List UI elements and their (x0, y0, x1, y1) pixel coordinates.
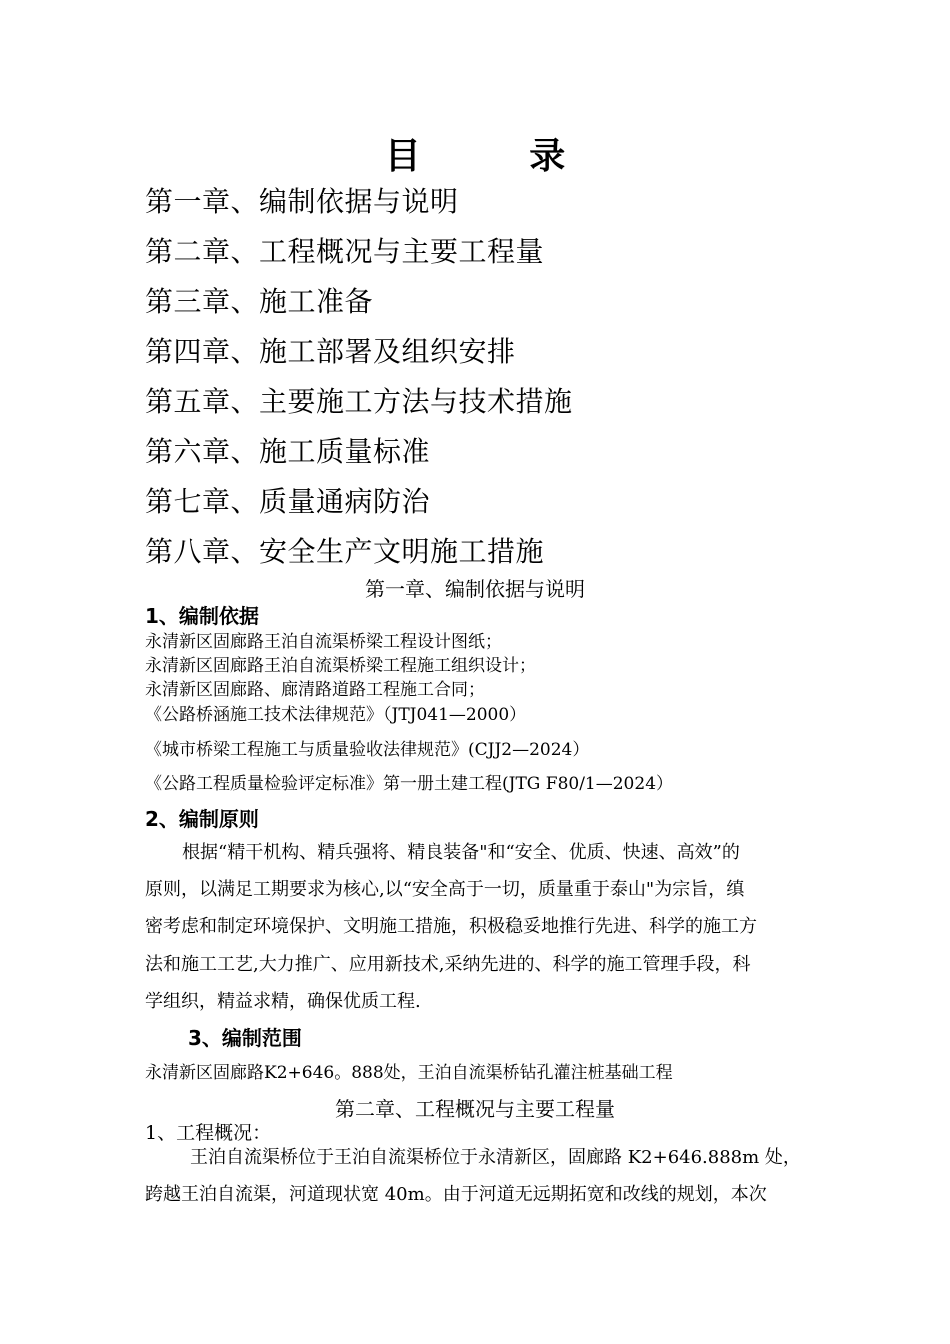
principle-line: 根据“精干机构、精兵强将、精良装备"和“安全、优质、快速、高效”的 (182, 842, 740, 863)
overview-line: 王泊自流渠桥位于王泊自流渠桥位于永清新区，固廊路 K2+646.888m 处， (190, 1147, 801, 1168)
section-3-heading: 3、编制范围 (188, 1026, 302, 1050)
section-2-heading: 2、编制原则 (145, 807, 259, 831)
section-1-heading: 1、编制依据 (145, 604, 259, 628)
principle-line: 原则，以满足工期要求为核心,以“安全高于一切，质量重于泰山"为宗旨，缜 (145, 879, 745, 900)
toc-item-7: 第七章、质量通病防治 (145, 485, 431, 518)
basis-line: 《公路工程质量检验评定标准》第一册土建工程(JTG F80/1—2024） (145, 774, 674, 794)
basis-line: 《公路桥涵施工技术法律规范》（JTJ041—2000） (145, 705, 527, 725)
principle-line: 法和施工工艺,大力推广、应用新技术,采纳先进的、科学的施工管理手段，科 (145, 954, 751, 975)
toc-item-5: 第五章、主要施工方法与技术措施 (145, 385, 573, 418)
toc-item-6: 第六章、施工质量标准 (145, 435, 431, 468)
principle-line: 学组织，精益求精，确保优质工程. (145, 991, 421, 1012)
chapter-2-title: 第二章、工程概况与主要工程量 (335, 1097, 615, 1121)
scope-line: 永清新区固廊路K2+646。888处，王泊自流渠桥钻孔灌注桩基础工程 (145, 1063, 673, 1083)
basis-line: 《城市桥梁工程施工与质量验收法律规范》(CJJ2—2024） (145, 740, 590, 760)
toc-item-2: 第二章、工程概况与主要工程量 (145, 235, 545, 268)
chapter-1-title: 第一章、编制依据与说明 (365, 577, 585, 601)
overview-line: 跨越王泊自流渠，河道现状宽 40m。由于河道无远期拓宽和改线的规划，本次 (145, 1184, 767, 1205)
toc-item-3: 第三章、施工准备 (145, 285, 374, 318)
toc-item-1: 第一章、编制依据与说明 (145, 185, 459, 218)
basis-line: 永清新区固廊路王泊自流渠桥梁工程设计图纸； (145, 632, 502, 652)
basis-line: 永清新区固廊路王泊自流渠桥梁工程施工组织设计； (145, 656, 536, 676)
toc-item-8: 第八章、安全生产文明施工措施 (145, 535, 545, 568)
basis-line: 永清新区固廊路、廊清路道路工程施工合同； (145, 680, 485, 700)
principle-line: 密考虑和制定环境保护、文明施工措施，积极稳妥地推行先进、科学的施工方 (145, 916, 757, 937)
overview-heading: 1、工程概况： (145, 1122, 272, 1144)
toc-title: 目 录 (384, 135, 614, 177)
toc-item-4: 第四章、施工部署及组织安排 (145, 335, 516, 368)
